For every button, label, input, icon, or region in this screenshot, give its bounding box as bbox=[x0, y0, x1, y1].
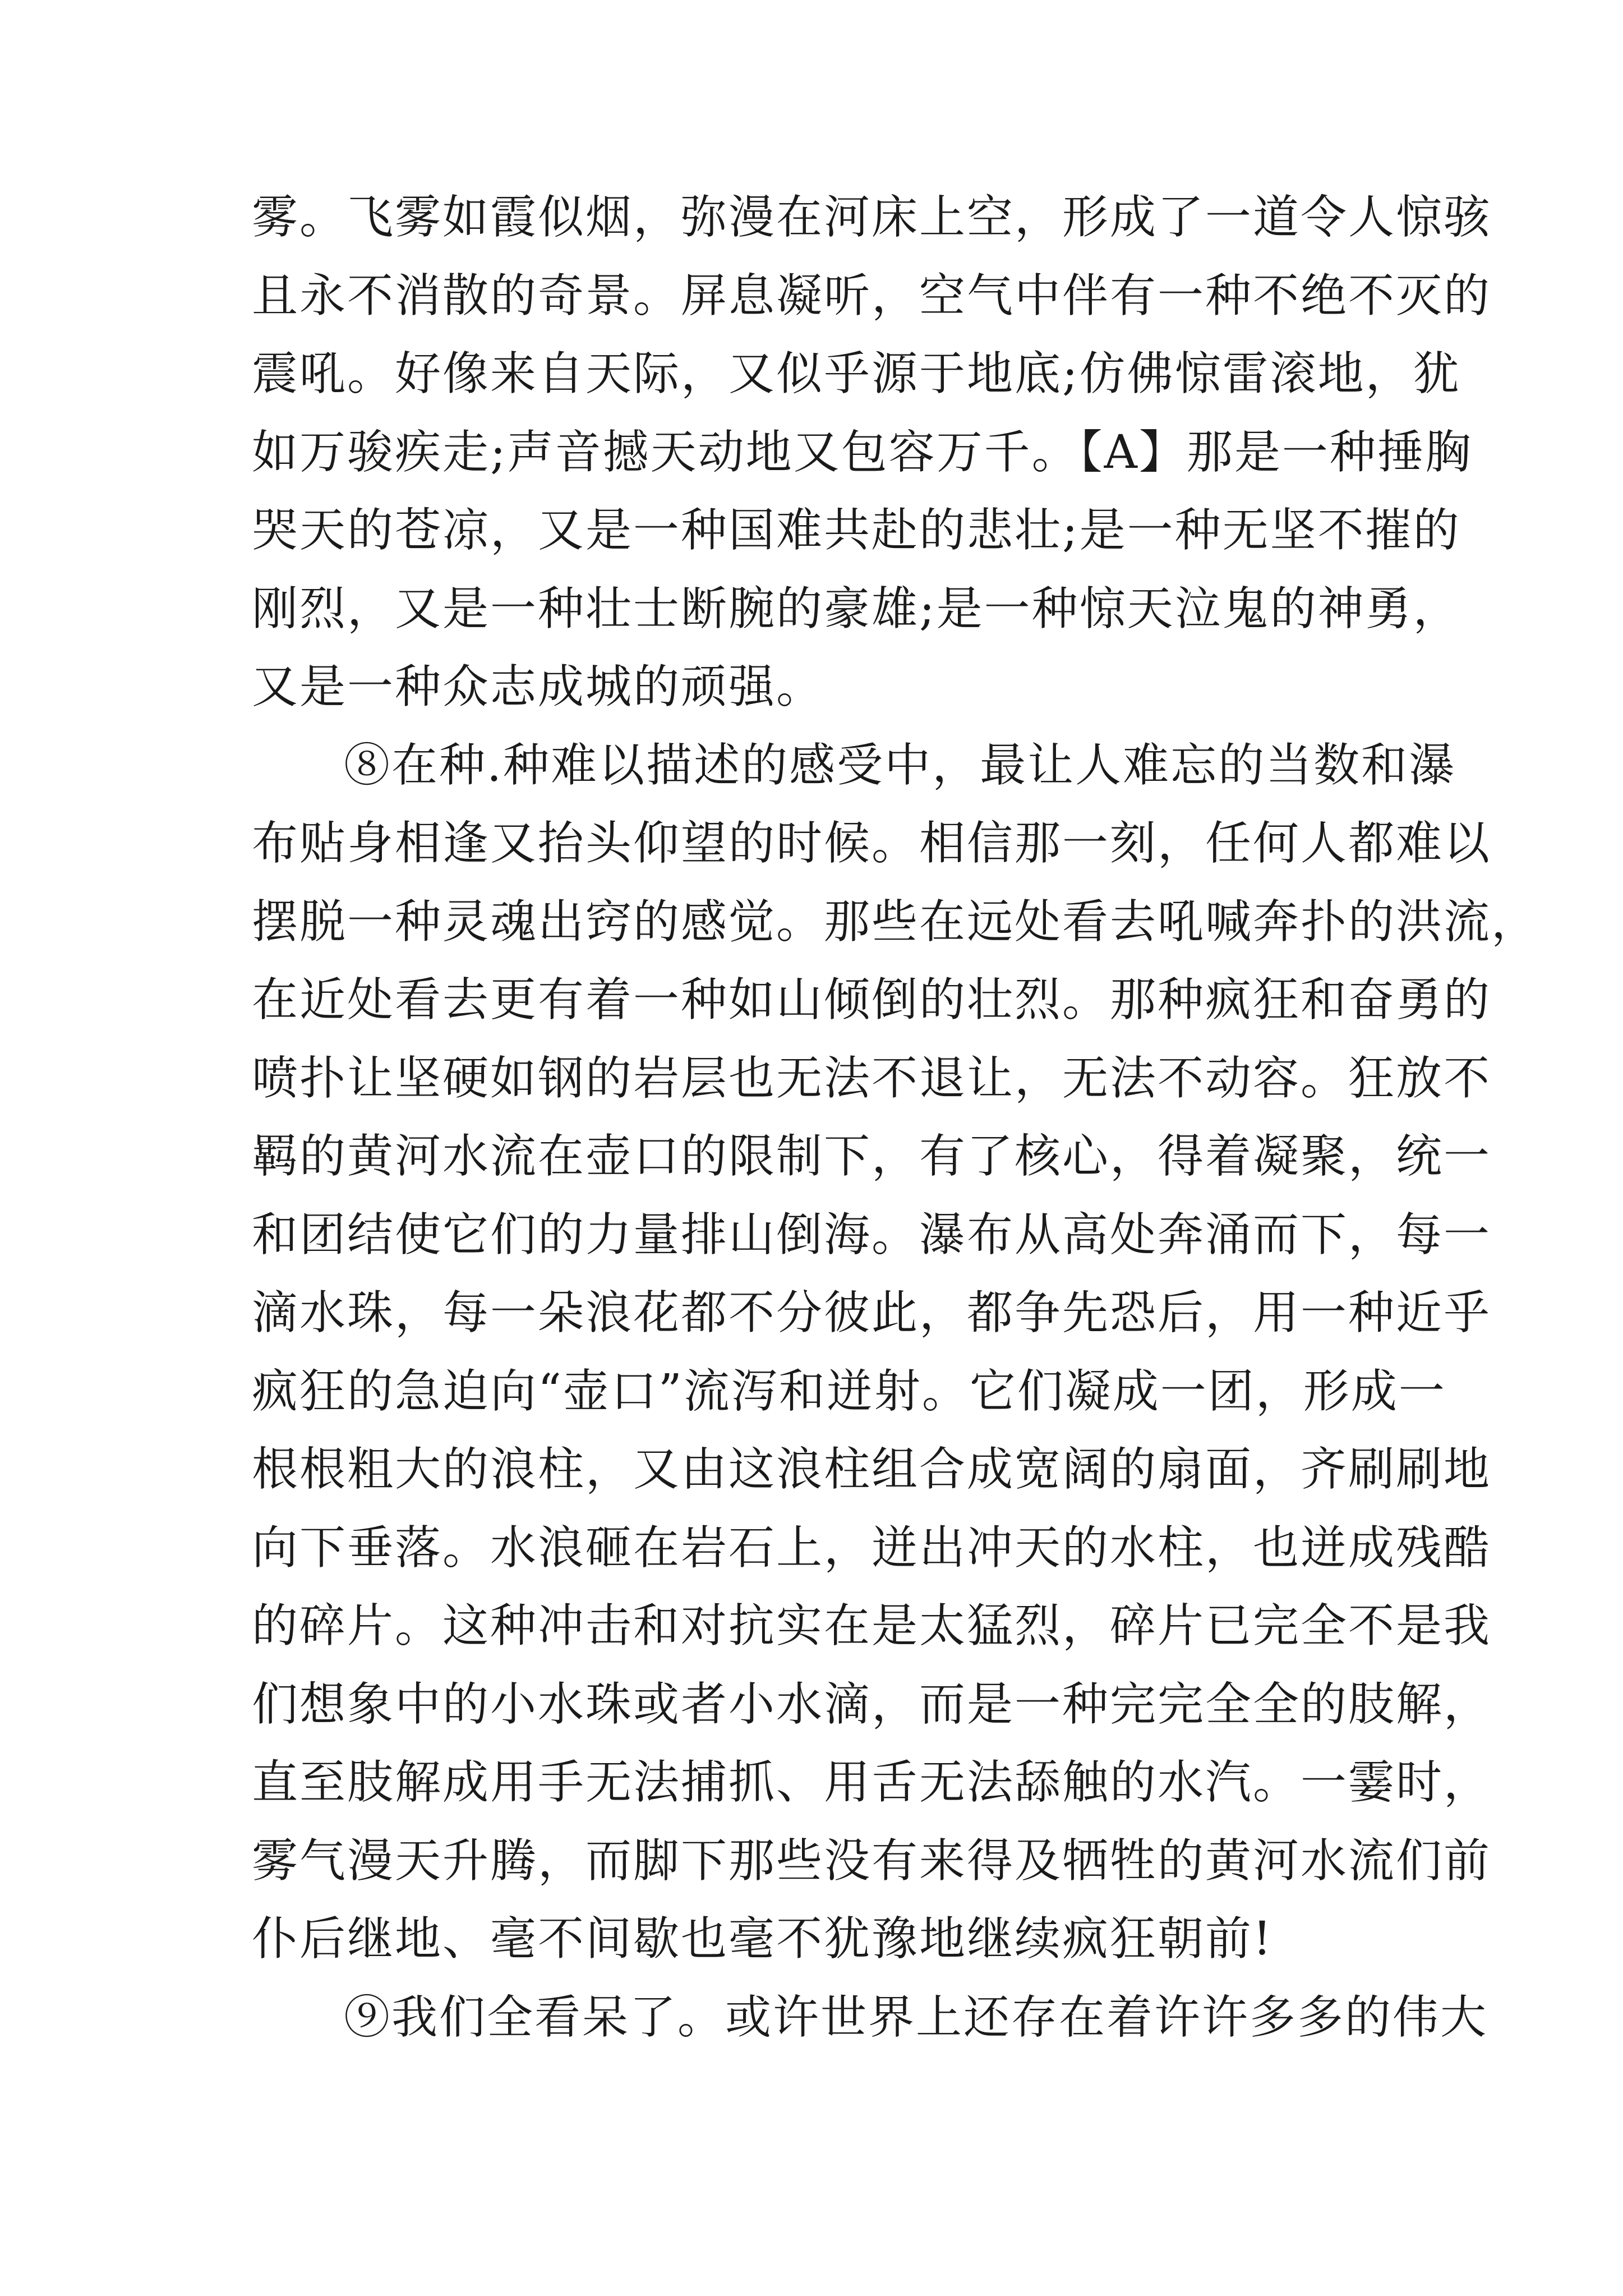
text-line: 雾。飞雾如霞似烟，弥漫在河床上空，形成了一道令人惊骇 bbox=[252, 191, 1492, 244]
text-line: 雾气漫天升腾，而脚下那些没有来得及牺牲的黄河水流们前 bbox=[252, 1834, 1492, 1888]
text-line: 且永不消散的奇景。屏息凝听，空气中伴有一种不绝不灭的 bbox=[252, 269, 1492, 323]
text-line: 喷扑让坚硬如钢的岩层也无法不退让，无法不动容。狂放不 bbox=[252, 1051, 1492, 1105]
text-line: ⑧在种.种难以描述的感受中，最让人难忘的当数和瀑 bbox=[344, 738, 1457, 792]
text-line: 疯狂的急迫向“壶口”流泻和迸射。它们凝成一团，形成一 bbox=[252, 1364, 1446, 1418]
paragraph-9 bbox=[252, 1978, 1488, 2057]
text-line: ⑨我们全看呆了。或许世界上还存在着许许多多的伟大 bbox=[344, 1990, 1488, 2044]
text-line: 又是一种众志成城的顽强。 bbox=[252, 660, 824, 714]
text-line: 在近处看去更有着一种如山倾倒的壮烈。那种疯狂和奋勇的 bbox=[252, 973, 1492, 1027]
paragraph-8 bbox=[252, 726, 1539, 1978]
text-line: 向下垂落。水浪砸在岩石上，迸出冲天的水柱，也迸成残酷 bbox=[252, 1521, 1492, 1575]
text-line: 根根粗大的浪柱，又由这浪柱组合成宽阔的扇面，齐刷刷地 bbox=[252, 1443, 1492, 1496]
text-line: 滴水珠，每一朵浪花都不分彼此，都争先恐后，用一种近乎 bbox=[252, 1286, 1492, 1340]
paragraph-7-continued bbox=[252, 178, 1492, 726]
text-line: 仆后继地、毫不间歇也毫不犹豫地继续疯狂朝前! bbox=[252, 1912, 1273, 1966]
text-line: 刚烈，又是一种壮士断腕的豪雄;是一种惊天泣鬼的神勇， bbox=[252, 582, 1461, 636]
text-line: 哭天的苍凉，又是一种国难共赴的悲壮;是一种无坚不摧的 bbox=[252, 504, 1461, 557]
text-line: 震吼。好像来自天际，又似乎源于地底;仿佛惊雷滚地，犹 bbox=[252, 347, 1461, 401]
text-line: 和团结使它们的力量排山倒海。瀑布从高处奔涌而下，每一 bbox=[252, 1208, 1492, 1262]
text-line: 如万骏疾走;声音撼天动地又包容万千。【A】那是一种捶胸 bbox=[252, 425, 1473, 479]
text-line: 羁的黄河水流在壶口的限制下，有了核心，得着凝聚，统一 bbox=[252, 1130, 1492, 1183]
body-text bbox=[252, 178, 1539, 2056]
text-line: 布贴身相逢又抬头仰望的时候。相信那一刻，任何人都难以 bbox=[252, 817, 1492, 870]
text-line: 的碎片。这种冲击和对抗实在是太猛烈，碎片已完全不是我 bbox=[252, 1599, 1492, 1653]
text-line: 们想象中的小水珠或者小水滴，而是一种完完全全的肢解， bbox=[252, 1677, 1492, 1731]
text-line: 直至肢解成用手无法捕抓、用舌无法舔触的水汽。一霎时， bbox=[252, 1756, 1492, 1809]
text-line: 摆脱一种灵魂出窍的感觉。那些在远处看去吼喊奔扑的洪流， bbox=[252, 895, 1539, 949]
